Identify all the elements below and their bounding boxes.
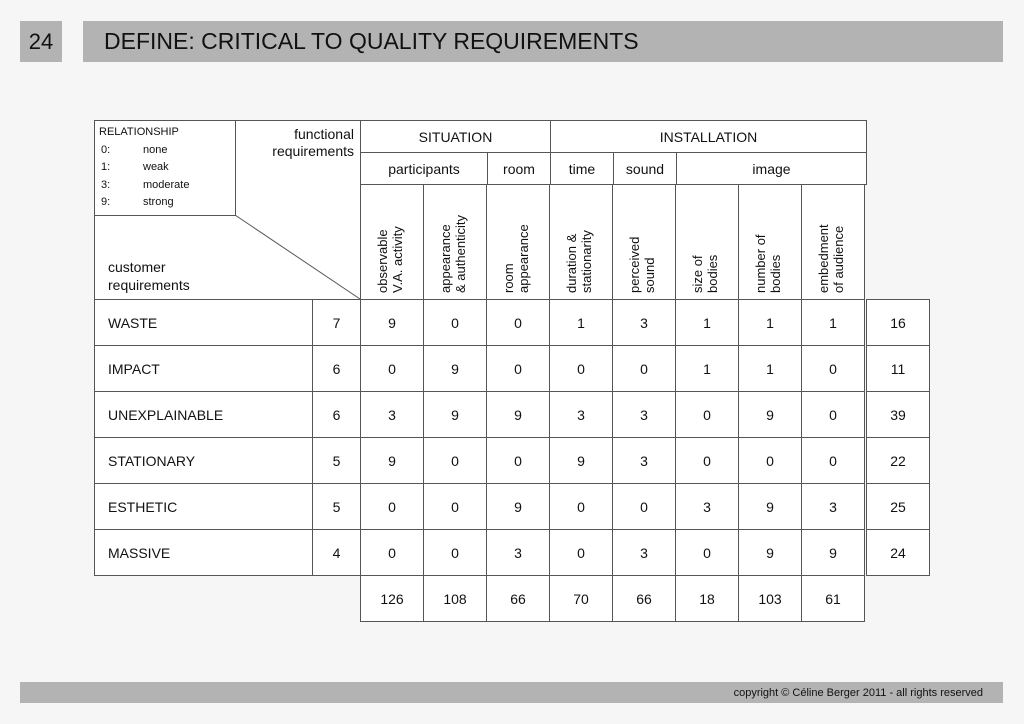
column-header-line: V.A. activity <box>390 226 405 293</box>
column-header-line: embedment <box>816 224 831 293</box>
row-total: 22 <box>866 437 930 484</box>
matrix-cell: 1 <box>738 345 802 392</box>
matrix-cell: 0 <box>360 345 424 392</box>
column-header-line: perceived <box>627 236 642 293</box>
column-header-line: bodies <box>768 254 783 293</box>
matrix-cell: 0 <box>423 483 487 530</box>
column-header <box>612 184 676 300</box>
matrix-cell: 0 <box>675 391 739 438</box>
legend-label: strong <box>143 196 174 208</box>
column-header-line: sound <box>642 257 657 293</box>
page-number: 24 <box>20 21 62 62</box>
matrix-cell: 0 <box>423 529 487 576</box>
column-header-line: bodies <box>705 254 720 293</box>
matrix-cell: 0 <box>801 391 865 438</box>
matrix-cell: 3 <box>612 437 676 484</box>
subgroup-room: room <box>487 152 551 185</box>
functional-requirements-label <box>240 126 354 160</box>
requirement-name: WASTE <box>94 299 313 346</box>
matrix-cell: 0 <box>675 437 739 484</box>
column-header-line: of audience <box>831 225 846 293</box>
matrix-cell: 9 <box>486 483 550 530</box>
column-header-label <box>501 224 531 293</box>
matrix-cell: 3 <box>675 483 739 530</box>
matrix-cell: 9 <box>423 391 487 438</box>
column-header <box>801 184 865 300</box>
column-header-line: observable <box>375 229 390 293</box>
legend-label: weak <box>143 161 169 173</box>
column-header-line: size of <box>690 255 705 293</box>
column-total: 66 <box>486 575 550 622</box>
matrix-cell: 0 <box>612 345 676 392</box>
matrix-cell: 9 <box>738 529 802 576</box>
matrix-cell: 0 <box>423 299 487 346</box>
column-header-label <box>375 226 405 293</box>
legend-item <box>99 177 189 195</box>
column-header <box>675 184 739 300</box>
column-header-line: appearance <box>516 224 531 293</box>
column-total: 126 <box>360 575 424 622</box>
column-header-label <box>690 255 720 293</box>
label-line: functional <box>294 126 354 142</box>
matrix-cell: 3 <box>549 391 613 438</box>
requirement-name: STATIONARY <box>94 437 313 484</box>
legend-label: moderate <box>143 178 190 191</box>
matrix-cell: 3 <box>801 483 865 530</box>
row-total: 24 <box>866 529 930 576</box>
label-line: requirements <box>108 277 190 293</box>
column-total: 18 <box>675 575 739 622</box>
column-header-line: appearance <box>438 224 453 293</box>
matrix-cell: 0 <box>486 345 550 392</box>
matrix-cell: 0 <box>549 345 613 392</box>
column-header <box>549 184 613 300</box>
column-total: 66 <box>612 575 676 622</box>
row-total: 11 <box>866 345 930 392</box>
row-total: 39 <box>866 391 930 438</box>
column-header <box>423 184 487 300</box>
requirement-weight: 4 <box>312 529 361 576</box>
label-line: customer <box>108 259 166 275</box>
matrix-cell: 3 <box>360 391 424 438</box>
requirement-name: MASSIVE <box>94 529 313 576</box>
matrix-cell: 1 <box>801 299 865 346</box>
matrix-cell: 3 <box>612 299 676 346</box>
matrix-cell: 9 <box>738 483 802 530</box>
legend-label: none <box>143 143 168 156</box>
matrix-cell: 0 <box>549 529 613 576</box>
group-installation: INSTALLATION <box>550 120 867 153</box>
column-header-line: stationarity <box>579 230 594 293</box>
column-header-line: number of <box>753 234 768 293</box>
column-header-line: duration & <box>564 233 579 293</box>
requirement-name: IMPACT <box>94 345 313 392</box>
subgroup-sound: sound <box>613 152 677 185</box>
matrix-cell: 0 <box>675 529 739 576</box>
column-total: 70 <box>549 575 613 622</box>
row-total: 16 <box>866 299 930 346</box>
matrix-cell: 3 <box>612 529 676 576</box>
matrix-cell: 0 <box>486 299 550 346</box>
subgroup-image: image <box>676 152 867 185</box>
legend-item <box>99 142 189 160</box>
matrix-cell: 0 <box>549 483 613 530</box>
column-total: 103 <box>738 575 802 622</box>
matrix-cell: 9 <box>549 437 613 484</box>
row-total: 25 <box>866 483 930 530</box>
copyright-footer: copyright © Céline Berger 2011 - all rights reserved <box>20 682 1003 703</box>
matrix-cell: 9 <box>738 391 802 438</box>
legend-key: 0: <box>101 143 111 156</box>
matrix-cell: 3 <box>612 391 676 438</box>
matrix-cell: 1 <box>549 299 613 346</box>
subgroup-time: time <box>550 152 614 185</box>
column-header-line: room <box>501 263 516 293</box>
matrix-cell: 0 <box>360 529 424 576</box>
matrix-cell: 0 <box>486 437 550 484</box>
customer-requirements-label <box>108 258 190 294</box>
matrix-cell: 9 <box>360 437 424 484</box>
legend-key: 9: <box>101 196 111 208</box>
matrix-cell: 9 <box>423 345 487 392</box>
matrix-cell: 0 <box>801 345 865 392</box>
legend-key: 3: <box>101 178 111 191</box>
matrix-cell: 0 <box>423 437 487 484</box>
column-total: 108 <box>423 575 487 622</box>
column-header-label <box>438 215 468 293</box>
matrix-cell: 0 <box>738 437 802 484</box>
column-header-label <box>816 224 846 293</box>
column-header-label <box>753 234 783 293</box>
legend-item <box>99 159 189 177</box>
matrix-cell: 0 <box>612 483 676 530</box>
requirement-weight: 5 <box>312 437 361 484</box>
label-line: requirements <box>272 143 354 159</box>
requirement-weight: 6 <box>312 391 361 438</box>
column-header <box>738 184 802 300</box>
requirement-name: UNEXPLAINABLE <box>94 391 313 438</box>
matrix-cell: 1 <box>675 345 739 392</box>
matrix-cell: 3 <box>486 529 550 576</box>
page-title: DEFINE: CRITICAL TO QUALITY REQUIREMENTS <box>83 21 1003 62</box>
requirement-name: ESTHETIC <box>94 483 313 530</box>
group-situation: SITUATION <box>360 120 551 153</box>
matrix-cell: 0 <box>360 483 424 530</box>
legend-title: RELATIONSHIP <box>99 126 179 138</box>
legend-key: 1: <box>101 161 111 173</box>
matrix-cell: 9 <box>360 299 424 346</box>
matrix-cell: 9 <box>486 391 550 438</box>
column-header-label <box>564 230 594 293</box>
column-header-line: & authenticity <box>453 214 468 293</box>
column-total: 61 <box>801 575 865 622</box>
relationship-legend <box>99 124 189 212</box>
matrix-cell: 1 <box>738 299 802 346</box>
column-header <box>486 184 550 300</box>
requirement-weight: 5 <box>312 483 361 530</box>
column-header-label <box>627 237 657 293</box>
matrix-cell: 1 <box>675 299 739 346</box>
requirement-weight: 6 <box>312 345 361 392</box>
matrix-cell: 0 <box>801 437 865 484</box>
requirement-weight: 7 <box>312 299 361 346</box>
column-header <box>360 184 424 300</box>
subgroup-participants: participants <box>360 152 488 185</box>
legend-item <box>99 194 189 212</box>
matrix-cell: 9 <box>801 529 865 576</box>
